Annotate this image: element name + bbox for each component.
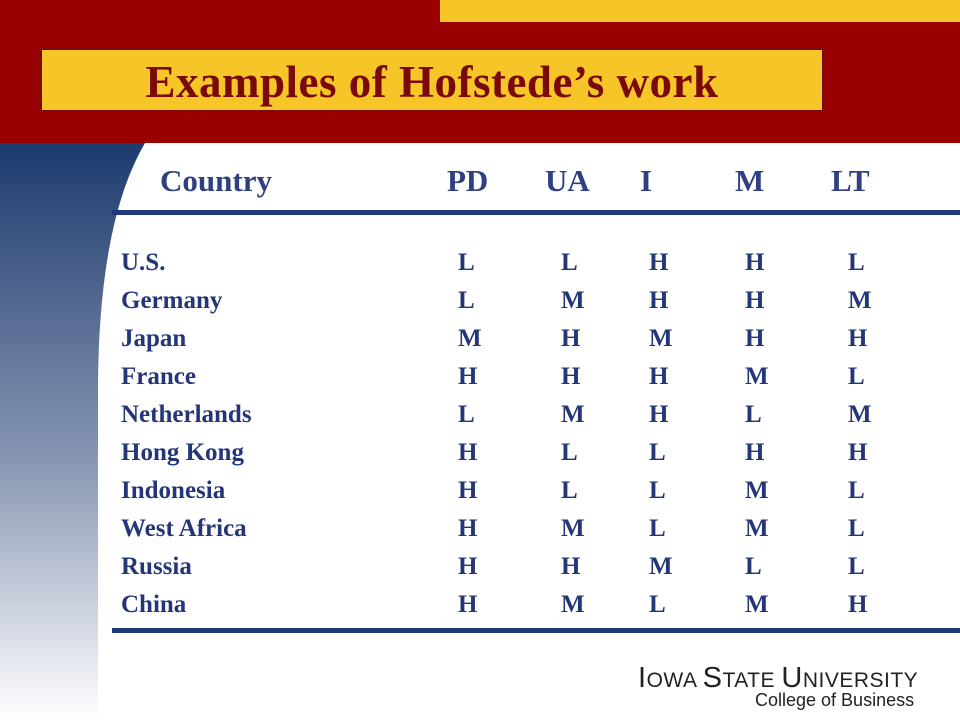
country-cell: France [121, 363, 196, 390]
m-cell: M [745, 591, 769, 618]
table-row [0, 553, 960, 591]
ua-cell: L [561, 439, 578, 466]
header-i: I [640, 163, 653, 198]
table-row [0, 401, 960, 439]
m-cell: H [745, 325, 765, 352]
m-cell: H [745, 249, 765, 276]
logo-letter: S [702, 662, 723, 694]
ua-cell: L [561, 477, 578, 504]
i-cell: M [649, 325, 673, 352]
table-row [0, 287, 960, 325]
pd-cell: L [458, 287, 475, 314]
table-row [0, 515, 960, 553]
header-pd: PD [447, 163, 489, 198]
m-cell: M [745, 477, 769, 504]
logo-text: NIVERSITY [802, 669, 919, 692]
logo-text: OWA [646, 669, 703, 692]
lt-cell: M [848, 401, 872, 428]
country-cell: Indonesia [121, 477, 226, 504]
logo-letter: U [781, 662, 803, 694]
pd-cell: H [458, 477, 478, 504]
table-row [0, 439, 960, 477]
i-cell: H [649, 287, 669, 314]
header-country: Country [160, 163, 272, 198]
ua-cell: H [561, 363, 581, 390]
i-cell: H [649, 249, 669, 276]
title-box [40, 48, 824, 112]
lt-cell: L [848, 553, 865, 580]
logo-letter: I [638, 662, 647, 694]
pd-cell: L [458, 249, 475, 276]
header-m: M [735, 163, 765, 198]
ua-cell: M [561, 401, 585, 428]
page-title: Examples of Hofstede’s work [145, 57, 719, 107]
table-top-rule [112, 210, 960, 215]
lt-cell: H [848, 591, 868, 618]
m-cell: M [745, 515, 769, 542]
m-cell: L [745, 553, 762, 580]
ua-cell: L [561, 249, 578, 276]
header-lt: LT [831, 163, 870, 198]
m-cell: H [745, 439, 765, 466]
lt-cell: L [848, 477, 865, 504]
ua-cell: H [561, 325, 581, 352]
table-row [0, 249, 960, 287]
pd-cell: H [458, 363, 478, 390]
i-cell: L [649, 515, 666, 542]
pd-cell: H [458, 515, 478, 542]
table-bottom-rule [112, 628, 960, 633]
table-row [0, 591, 960, 629]
table-row [0, 363, 960, 401]
i-cell: H [649, 363, 669, 390]
logo-text: TATE [722, 669, 782, 692]
lt-cell: L [848, 249, 865, 276]
ua-cell: H [561, 553, 581, 580]
pd-cell: H [458, 553, 478, 580]
country-cell: Netherlands [121, 401, 252, 428]
country-cell: Russia [121, 553, 192, 580]
ua-cell: M [561, 287, 585, 314]
m-cell: M [745, 363, 769, 390]
pd-cell: L [458, 401, 475, 428]
pd-cell: M [458, 325, 482, 352]
m-cell: H [745, 287, 765, 314]
lt-cell: H [848, 325, 868, 352]
i-cell: H [649, 401, 669, 428]
i-cell: L [649, 439, 666, 466]
table-row [0, 477, 960, 515]
lt-cell: L [848, 363, 865, 390]
ua-cell: M [561, 591, 585, 618]
gold-accent-bar [440, 0, 960, 22]
country-cell: U.S. [121, 249, 166, 276]
i-cell: M [649, 553, 673, 580]
lt-cell: H [848, 439, 868, 466]
table-row [0, 325, 960, 363]
pd-cell: H [458, 439, 478, 466]
college-name: College of Business [755, 690, 915, 710]
lt-cell: M [848, 287, 872, 314]
country-cell: West Africa [121, 515, 247, 542]
ua-cell: M [561, 515, 585, 542]
m-cell: L [745, 401, 762, 428]
i-cell: L [649, 591, 666, 618]
country-cell: Japan [121, 325, 187, 352]
country-cell: Hong Kong [121, 439, 244, 466]
header-ua: UA [545, 163, 590, 198]
country-cell: Germany [121, 287, 223, 314]
country-cell: China [121, 591, 187, 618]
i-cell: L [649, 477, 666, 504]
pd-cell: H [458, 591, 478, 618]
lt-cell: L [848, 515, 865, 542]
